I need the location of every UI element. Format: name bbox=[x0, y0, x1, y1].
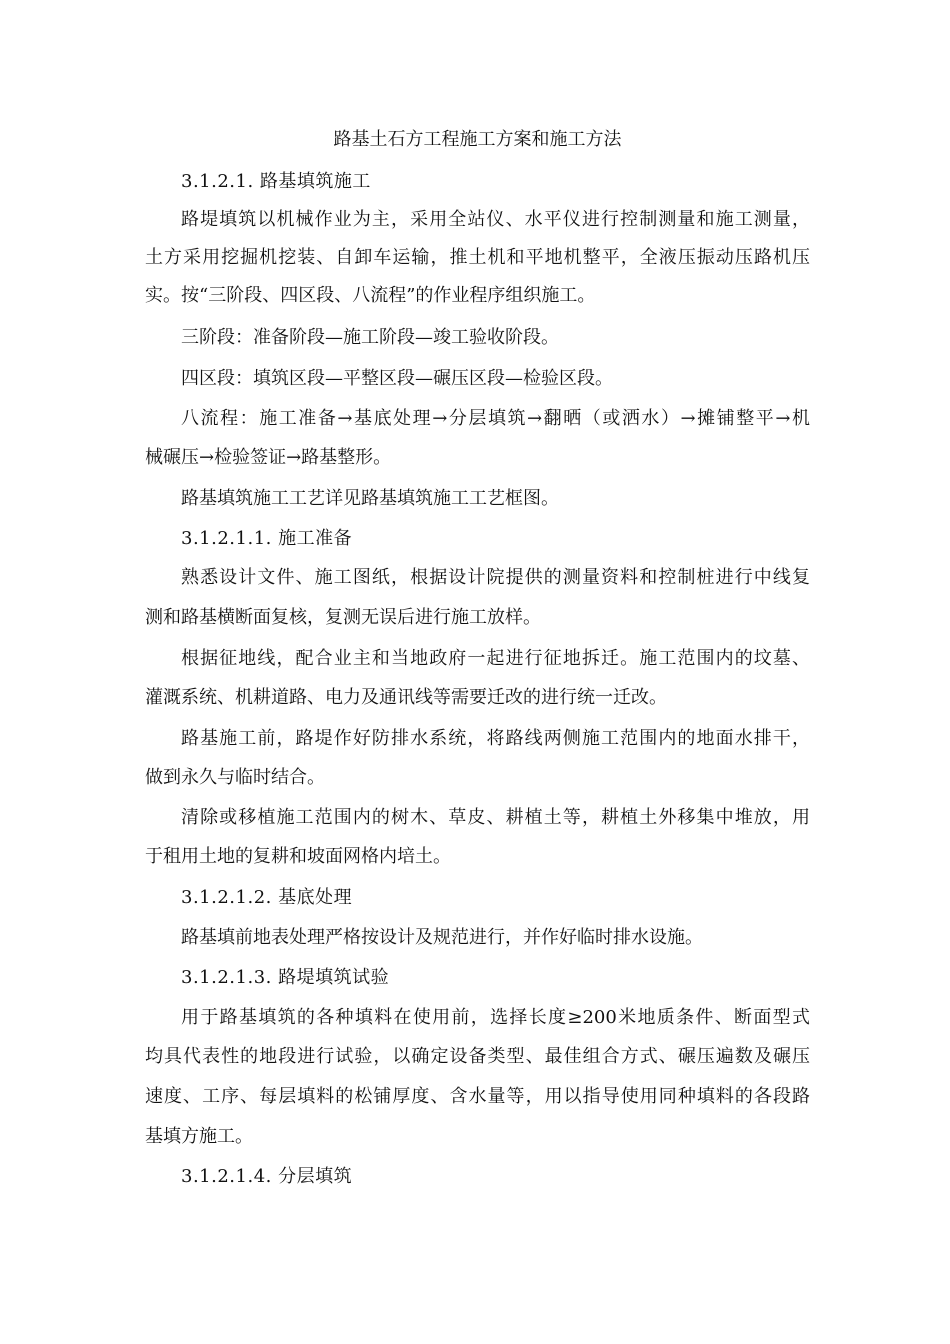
section-heading: 3.1.2.1.4. 分层填筑 bbox=[181, 1166, 353, 1187]
section-heading: 3.1.2.1.3. 路堤填筑试验 bbox=[181, 967, 390, 988]
paragraph-line: 八流程：施工准备→基底处理→分层填筑→翻晒（或洒水）→摊铺整平→机 bbox=[181, 408, 810, 429]
paragraph-line: 灌溉系统、机耕道路、电力及通讯线等需要迁改的进行统一迁改。 bbox=[145, 687, 667, 708]
paragraph-line: 三阶段：准备阶段—施工阶段—竣工验收阶段。 bbox=[181, 327, 559, 348]
paragraph-line: 清除或移植施工范围内的树木、草皮、耕植土等，耕植土外移集中堆放，用 bbox=[181, 807, 810, 828]
paragraph-line: 械碾压→检验签证→路基整形。 bbox=[145, 447, 392, 468]
section-heading: 3.1.2.1. 路基填筑施工 bbox=[181, 171, 371, 192]
paragraph-line: 测和路基横断面复核，复测无误后进行施工放样。 bbox=[145, 607, 541, 628]
paragraph-line: 熟悉设计文件、施工图纸，根据设计院提供的测量资料和控制桩进行中线复 bbox=[181, 567, 810, 588]
paragraph-line: 根据征地线，配合业主和当地政府一起进行征地拆迁。施工范围内的坟墓、 bbox=[181, 648, 810, 669]
paragraph-line: 速度、工序、每层填料的松铺厚度、含水量等，用以指导使用同种填料的各段路 bbox=[145, 1086, 810, 1107]
paragraph-line: 基填方施工。 bbox=[145, 1126, 253, 1147]
paragraph-line: 用于路基填筑的各种填料在使用前，选择长度≥200米地质条件、断面型式 bbox=[181, 1007, 810, 1028]
paragraph-line: 于租用土地的复耕和坡面网格内培土。 bbox=[145, 846, 451, 867]
paragraph-line: 做到永久与临时结合。 bbox=[145, 767, 325, 788]
paragraph-line: 四区段：填筑区段—平整区段—碾压区段—检验区段。 bbox=[181, 368, 613, 389]
section-heading: 3.1.2.1.2. 基底处理 bbox=[181, 887, 353, 908]
paragraph-line: 路基施工前，路堤作好防排水系统，将路线两侧施工范围内的地面水排干， bbox=[181, 728, 810, 749]
paragraph-line: 均具代表性的地段进行试验，以确定设备类型、最佳组合方式、碾压遍数及碾压 bbox=[145, 1046, 810, 1067]
paragraph-line: 路堤填筑以机械作业为主，采用全站仪、水平仪进行控制测量和施工测量， bbox=[181, 209, 810, 230]
paragraph-line: 路基填筑施工工艺详见路基填筑施工工艺框图。 bbox=[181, 488, 559, 509]
document-title: 路基土石方工程施工方案和施工方法 bbox=[333, 129, 622, 150]
paragraph-line: 实。按“三阶段、四区段、八流程”的作业程序组织施工。 bbox=[145, 285, 596, 306]
paragraph-line: 路基填前地表处理严格按设计及规范进行，并作好临时排水设施。 bbox=[181, 927, 703, 948]
section-heading: 3.1.2.1.1. 施工准备 bbox=[181, 528, 353, 549]
paragraph-line: 土方采用挖掘机挖装、自卸车运输，推土机和平地机整平，全液压振动压路机压 bbox=[145, 247, 810, 268]
